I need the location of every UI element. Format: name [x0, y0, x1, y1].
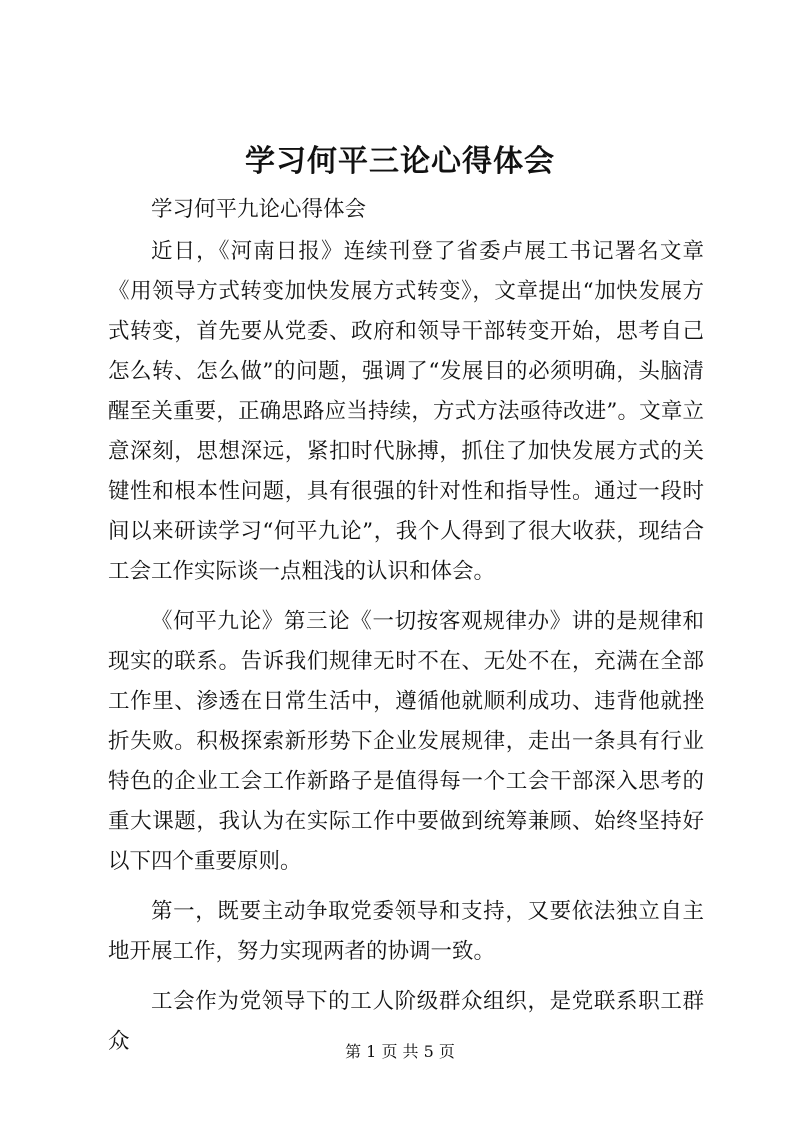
document-subtitle: 学习何平九论心得体会	[151, 197, 367, 222]
page-title: 学习何平三论心得体会	[245, 144, 555, 179]
page-number-footer: 第 1 页 共 5 页	[345, 1042, 455, 1061]
paragraph-first-principle: 第一，既要主动争取党委领导和支持，又要依法独立自主地开展工作，努力实现两者的协调一致。	[108, 899, 704, 964]
paragraph-intro: 近日，《河南日报》连续刊登了省委卢展工书记署名文章《用领导方式转变加快发展方式转变》，文章提出“加快发展方式转变，首先要从党委、政府和领导干部转变开始，思考自己怎么转、怎么做”的问题，强调了“发展目的必须明确，头脑清醒至关重要，正确思路应当持续，方式方法亟待改进”。文章立意深刻，思想深远，紧扣时代脉搏，抓住了加快发展方式的关键性和根本性问题，具有很强的针对性和指导性。通过一段时间以来研读学习“何平九论”，我个人得到了很大收获，现结合工会工作实际谈一点粗浅的认识和体会。	[108, 239, 704, 584]
paragraph-union-role: 工会作为党领导下的工人阶级群众组织，是党联系职工群众	[108, 989, 704, 1054]
paragraph-third-theory: 《何平九论》第三论《一切按客观规律办》讲的是规律和现实的联系。告诉我们规律无时不在、无处不在，充满在全部工作里、渗透在日常生活中，遵循他就顺利成功、违背他就挫折失败。积极探索新形势下企业发展规律，走出一条具有行业特色的企业工会工作新路子是值得每一个工会干部深入思考的重大课题，我认为在实际工作中要做到统筹兼顾、始终坚持好以下四个重要原则。	[108, 609, 704, 874]
document-body	[108, 190, 704, 1062]
